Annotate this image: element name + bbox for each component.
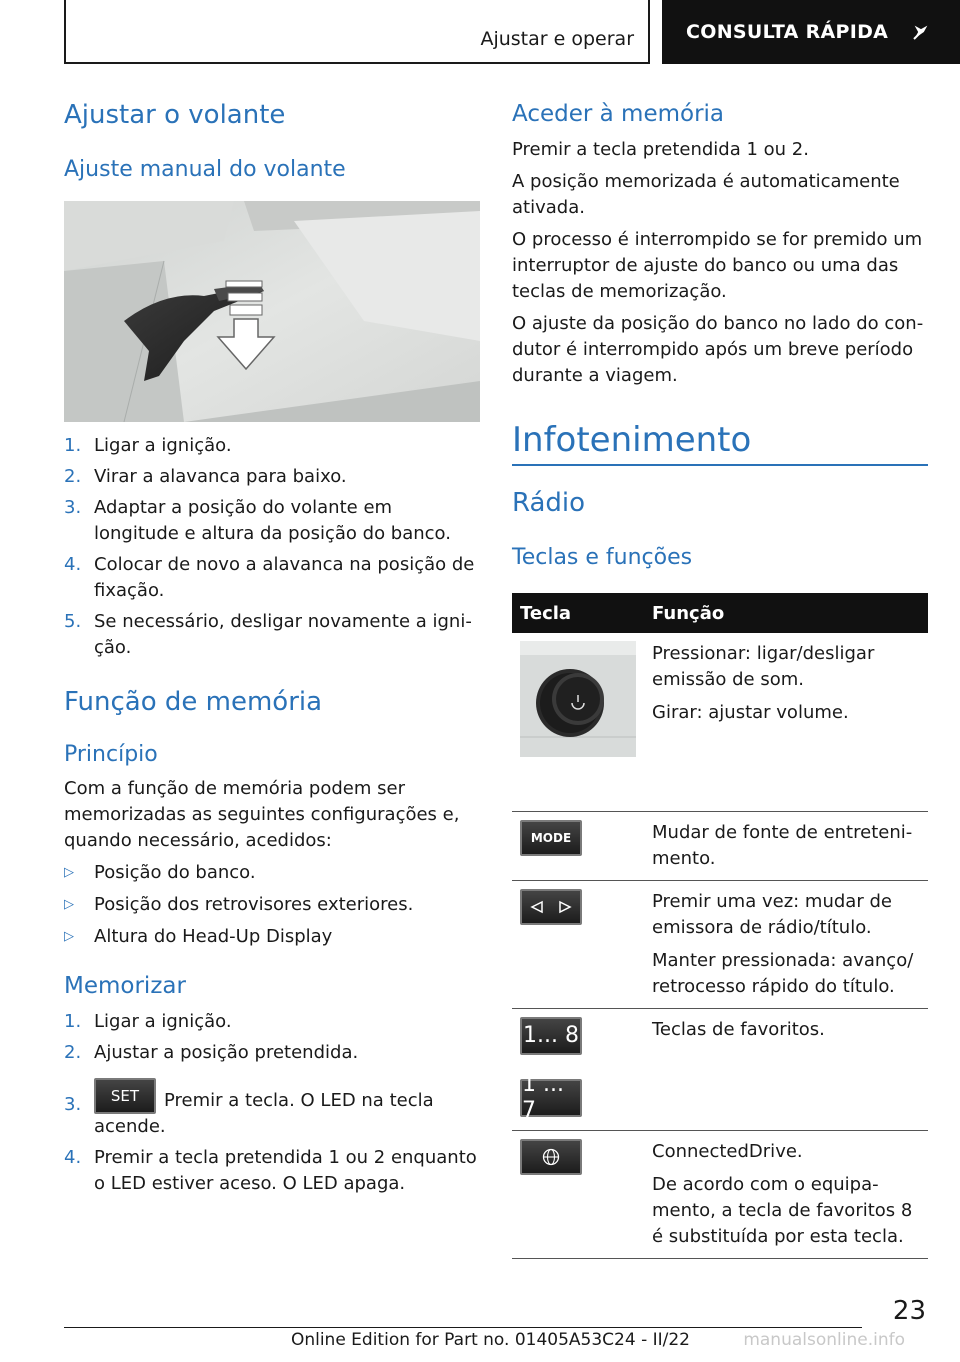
keys-table <box>512 593 928 1259</box>
header-bottom-rule <box>64 62 650 64</box>
header-chapter-tab[interactable] <box>662 0 960 64</box>
access-text: Premir a tecla pretendida 1 ou 2. A posição memorizada é automaticamente ativada. O processo é interrompido se for premido um interruptor de ajuste do banco ou uma das teclas de memorização. O ajuste da posição do banco no lado do condutor é interrompido após um breve período durante a viagem. <box>512 139 924 386</box>
heading-store: Memorizar <box>64 973 186 999</box>
watermark: manualsonline.info <box>743 1330 905 1350</box>
infotainment-rule <box>512 464 928 466</box>
header-chapter-title: CONSULTA RÁPIDA <box>686 21 889 43</box>
header-left-rule <box>64 0 66 64</box>
list-item: ▷ Posição dos retrovisores exteriores. <box>64 892 480 918</box>
list-item: ▷ Altura do Head-Up Display <box>64 924 480 950</box>
heading-access-memory: Aceder à memória <box>512 101 725 127</box>
favorites-7-key-icon: 1 ... 7 <box>520 1079 582 1117</box>
list-item: 4. Colocar de novo a alavanca na posição de fixação. <box>64 554 475 601</box>
next-icon <box>558 900 572 914</box>
column-header-function: Função <box>644 593 928 633</box>
store-steps-list <box>64 1009 480 1197</box>
favorites-8-key-icon: 1... 8 <box>520 1017 582 1055</box>
list-item: 2. Virar a alavanca para baixo. <box>64 466 347 487</box>
list-item: 3. SET Premir a tecla. O LED na tecla acende. <box>64 1078 480 1140</box>
table-row: MODE Mudar de fonte de entretenimento. <box>512 811 928 880</box>
list-item: 3. Adaptar a posição do volante em longitude e altura da posição do banco. <box>64 497 451 544</box>
table-row: Premir uma vez: mudar de emissora de rádio/título. Manter pressionada: avanço/ retrocesso rápido do título. <box>512 880 928 1008</box>
page-number: 23 <box>892 1296 926 1326</box>
heading-keys-functions: Teclas e funções <box>512 545 693 570</box>
heading-memory-function: Função de memória <box>64 687 323 717</box>
heading-adjust-steering: Ajustar o volante <box>64 100 286 130</box>
bullet-triangle-icon: ▷ <box>64 897 74 912</box>
list-item: 1. Ligar a ignição. <box>64 1011 232 1032</box>
heading-radio: Rádio <box>512 488 586 518</box>
header-separator <box>648 0 650 64</box>
list-item: 5. Se necessário, desligar novamente a ignição. <box>64 611 472 658</box>
set-key-icon: SET <box>94 1078 156 1114</box>
footer-rule <box>64 1327 862 1328</box>
header-section-title: Ajustar e operar <box>480 28 634 50</box>
table-row: 1... 8 1 ... 7 Teclas de favoritos. <box>512 1008 928 1130</box>
bullet-triangle-icon: ▷ <box>64 865 74 880</box>
heading-principle: Princípio <box>64 742 158 767</box>
quick-reference-star-icon <box>910 21 932 43</box>
prev-next-key-icon <box>520 889 582 925</box>
memory-items-list <box>64 860 480 950</box>
column-header-key: Tecla <box>512 593 644 633</box>
mode-key-icon: MODE <box>520 820 582 856</box>
steering-lever-illustration <box>64 201 480 422</box>
list-item: ▷ Posição do banco. <box>64 860 480 886</box>
principle-text: Com a função de memória podem ser memorizadas as seguintes configurações e, quando necessário, acedidos: <box>64 778 460 851</box>
bullet-triangle-icon: ▷ <box>64 929 74 944</box>
connecteddrive-key-icon <box>520 1139 582 1175</box>
globe-icon <box>542 1148 560 1166</box>
power-knob-icon <box>520 641 636 757</box>
list-item: 2. Ajustar a posição pretendida. <box>64 1042 359 1063</box>
list-item: 4. Premir a tecla pretendida 1 ou 2 enquanto o LED estiver aceso. O LED apaga. <box>64 1147 477 1194</box>
table-row: ConnectedDrive. De acordo com o equipamento, a tecla de favoritos 8 é substituída por esta tecla. <box>512 1130 928 1258</box>
previous-icon <box>530 900 544 914</box>
list-item: 1. Ligar a ignição. <box>64 435 232 456</box>
manual-steps-list <box>64 433 480 661</box>
heading-infotainment: Infotenimento <box>512 420 752 460</box>
table-row: Pressionar: ligar/desligar emissão de som. Girar: ajustar volume. <box>512 633 928 811</box>
edition-text: Online Edition for Part no. 01405A53C24 - II/22 <box>290 1330 690 1350</box>
heading-manual-adjust: Ajuste manual do volante <box>64 157 346 182</box>
